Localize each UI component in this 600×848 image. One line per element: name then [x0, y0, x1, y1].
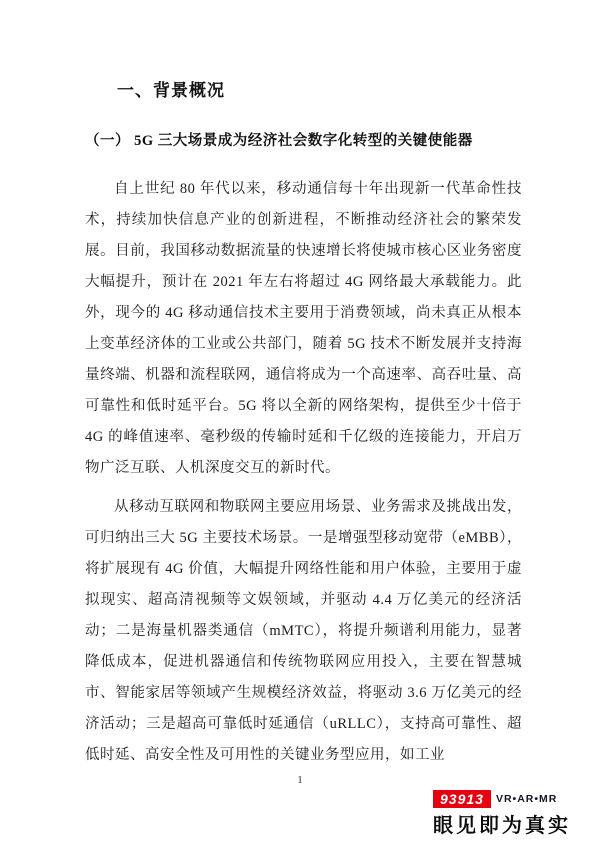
text-column — [85, 76, 522, 771]
subsection-heading: （一） 5G 三大场景成为经济社会数字化转型的关键使能器 — [85, 133, 473, 149]
brand-badge: 93913 — [433, 790, 491, 808]
brand-tagline: VR•AR•MR — [495, 793, 558, 805]
paragraph: 从移动互联网和物联网主要应用场景、业务需求及挑战出发，可归纳出三大 5G 主要技术场景。一是增强型移动宽带（eMBB），将扩展现有 4G 价值，大幅提升网络性能和用户体验，主要用于虚拟现实、超高清视频等文娱领域，并驱动 4.4 万亿美元的经济活动；二是海量机器类通信（mMTC），将提升频谱利用能力，显著降低成本，促进机器通信和传统物联网应用投入，主要在智慧城市、智能家居等领域产生规模经济效益，将驱动 3.6 万亿美元的经济活动；三是超高可靠低时延通信（uRLLC），支持高可靠性、超低时延、高安全性及可用性的关键业务型应用，如工业 — [85, 499, 522, 763]
section-heading: 一、背景概况 — [117, 81, 225, 100]
watermark-logo — [433, 790, 585, 838]
watermark-brand-row — [433, 790, 585, 808]
paragraph: 自上世纪 80 年代以来，移动通信每十年出现新一代革命性技术，持续加快信息产业的创新进程，不断推动经济社会的繁荣发展。目前，我国移动数据流量的快速增长将使城市核心区业务密度大幅提升，预计在 2021 年左右将超过 4G 网络最大承载能力。此外，现今的 4G 移动通信技术主要用于消费领域，尚未真正从根本上变革经济体的工业或公共部门，随着 5G 技术不断发展并支持海量终端、机器和流程联网，通信将成为一个高速率、高吞吐量、高可靠性和低时延平台。5G 将以全新的网络架构，提供至少十倍于 4G 的峰值速率、毫秒级的传输时延和千亿级的连接能力，开启万物广泛互联、人机深度交互的新时代。 — [85, 181, 522, 476]
brand-slogan: 眼见即为真实 — [433, 815, 571, 837]
page-number: 1 — [297, 774, 303, 786]
